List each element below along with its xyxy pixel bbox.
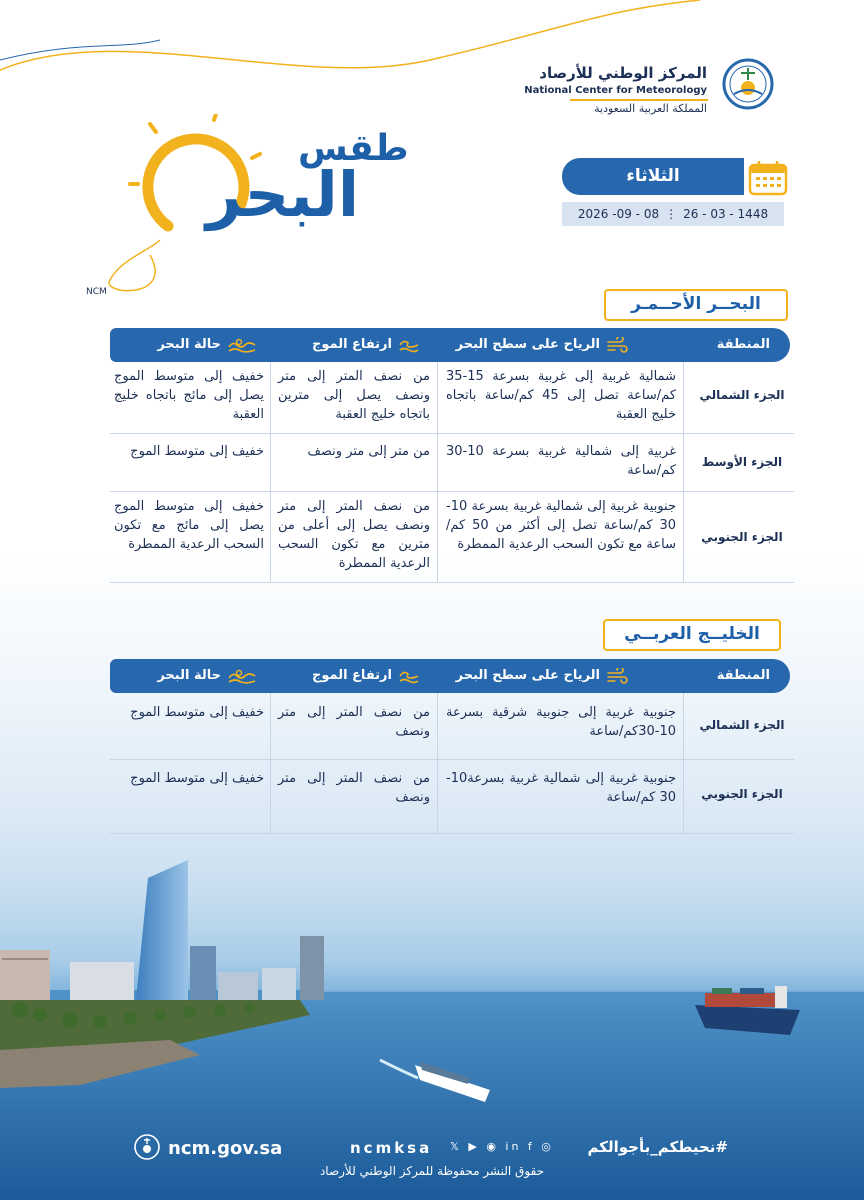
column-divider	[437, 362, 438, 582]
winds-cell: جنوبية غربية إلى شمالية غربية بسرعة 10-30 كم/ساعة تصل إلى أكثر من 50 كم/ساعة مع تكون السحب الرعدية الممطرة	[446, 499, 676, 552]
social-handle[interactable]: ncmksa	[350, 1139, 433, 1157]
wave-icon	[398, 668, 420, 684]
date-gregorian: 2026 -09 - 08	[577, 207, 660, 221]
region-label: الجزء الجنوبي	[701, 787, 783, 801]
column-divider	[683, 693, 684, 833]
calendar-icon	[748, 160, 788, 196]
column-divider	[683, 362, 684, 582]
title-small: طقس	[298, 128, 409, 169]
sea-state-icon	[227, 337, 257, 353]
row-divider	[110, 491, 794, 492]
col-region: المنطقة	[716, 668, 770, 683]
row-divider	[110, 582, 794, 583]
org-name-arabic: المركز الوطني للأرصاد	[539, 64, 707, 82]
waves-cell: من نصف المتر إلى متر ونصف	[278, 705, 430, 739]
winds-cell: شمالية غربية إلى غربية بسرعة 15-35 كم/ساعة تصل إلى 45 كم/ساعة باتجاه خليج العقبة	[446, 369, 677, 422]
winds-cell: جنوبية غربية إلى جنوبية شرقية بسرعة 10-30كم/ساعة	[446, 705, 676, 739]
region-label: الجزء الجنوبي	[701, 530, 783, 544]
sea-state-cell: خفيف إلى متوسط الموج	[130, 444, 264, 459]
red-sea-title: البحــر الأحــمـر	[604, 289, 788, 321]
waves-cell: من نصف المتر إلى متر ونصف يصل إلى أعلى من مترين مع تكون السحب الرعدية الممطرة	[278, 499, 430, 571]
column-divider	[270, 693, 271, 833]
ncm-seal-logo	[722, 58, 774, 110]
sea-state-cell: خفيف إلى متوسط الموج يصل إلى مائج مع تكون السحب الرعدية الممطرة	[114, 499, 264, 552]
sea-state-cell: خفيف إلى متوسط الموج يصل إلى مائج باتجاه خليج العقبة	[114, 369, 264, 422]
waves-cell: من نصف المتر إلى متر ونصف يصل إلى مترين باتجاه خليج العقبة	[278, 369, 430, 422]
col-winds: الرياح على سطح البحر	[456, 328, 628, 362]
wind-icon	[606, 337, 628, 353]
wave-icon	[398, 337, 420, 353]
sea-state-cell: خفيف إلى متوسط الموج	[130, 771, 264, 786]
row-divider	[110, 759, 794, 760]
sea-state-cell: خفيف إلى متوسط الموج	[130, 705, 264, 720]
col-sea-state: حالة البحر	[157, 328, 257, 362]
date-hijri: 26 - 03 - 1448	[683, 207, 769, 221]
column-divider	[270, 362, 271, 582]
region-label: الجزء الشمالي	[699, 718, 785, 732]
winds-cell: جنوبية غربية إلى شمالية غربية بسرعة10-30 كم/ساعة	[446, 771, 676, 805]
winds-cell: غربية إلى شمالية غربية بسرعة 10-30 كم/ساعة	[446, 444, 676, 478]
org-name-english: National Center for Meteorology	[524, 85, 707, 96]
logo-divider	[570, 99, 708, 101]
region-label: الجزء الشمالي	[699, 388, 785, 402]
col-winds: الرياح على سطح البحر	[456, 659, 628, 693]
red-sea-table-header	[110, 328, 790, 362]
title-big: البحر	[206, 158, 360, 231]
footer-seal-icon	[134, 1134, 160, 1160]
sea-state-icon	[227, 668, 257, 684]
arabian-gulf-title: الخليــج العربــي	[603, 619, 781, 651]
ncm-label: NCM	[86, 287, 107, 297]
col-sea-state: حالة البحر	[157, 659, 257, 693]
row-divider	[110, 433, 794, 434]
day-label: الثلاثاء	[562, 158, 744, 195]
waves-cell: من متر إلى متر ونصف	[307, 444, 430, 459]
col-waves: ارتفاع الموج	[312, 328, 420, 362]
region-label: الجزء الأوسط	[701, 455, 783, 469]
date-bar: 2026 -09 - 08 ⋮ 26 - 03 - 1448	[562, 202, 784, 226]
social-icons[interactable]: 𝕏 ▶ ◉ in f ◎	[450, 1140, 554, 1153]
website-link[interactable]: ncm.gov.sa	[168, 1138, 283, 1159]
wind-icon	[606, 668, 628, 684]
country-name-arabic: المملكة العربية السعودية	[594, 102, 707, 115]
hashtag: #نحيطكم_بأجوالكم	[587, 1138, 728, 1156]
copyright: حقوق النشر محفوظة للمركز الوطني للأرصاد	[319, 1164, 545, 1178]
col-region: المنطقة	[716, 337, 770, 352]
column-divider	[437, 693, 438, 833]
col-waves: ارتفاع الموج	[312, 659, 420, 693]
arabian-gulf-table-header	[110, 659, 790, 693]
waves-cell: من نصف المتر إلى متر ونصف	[278, 771, 430, 805]
row-divider	[110, 833, 794, 834]
